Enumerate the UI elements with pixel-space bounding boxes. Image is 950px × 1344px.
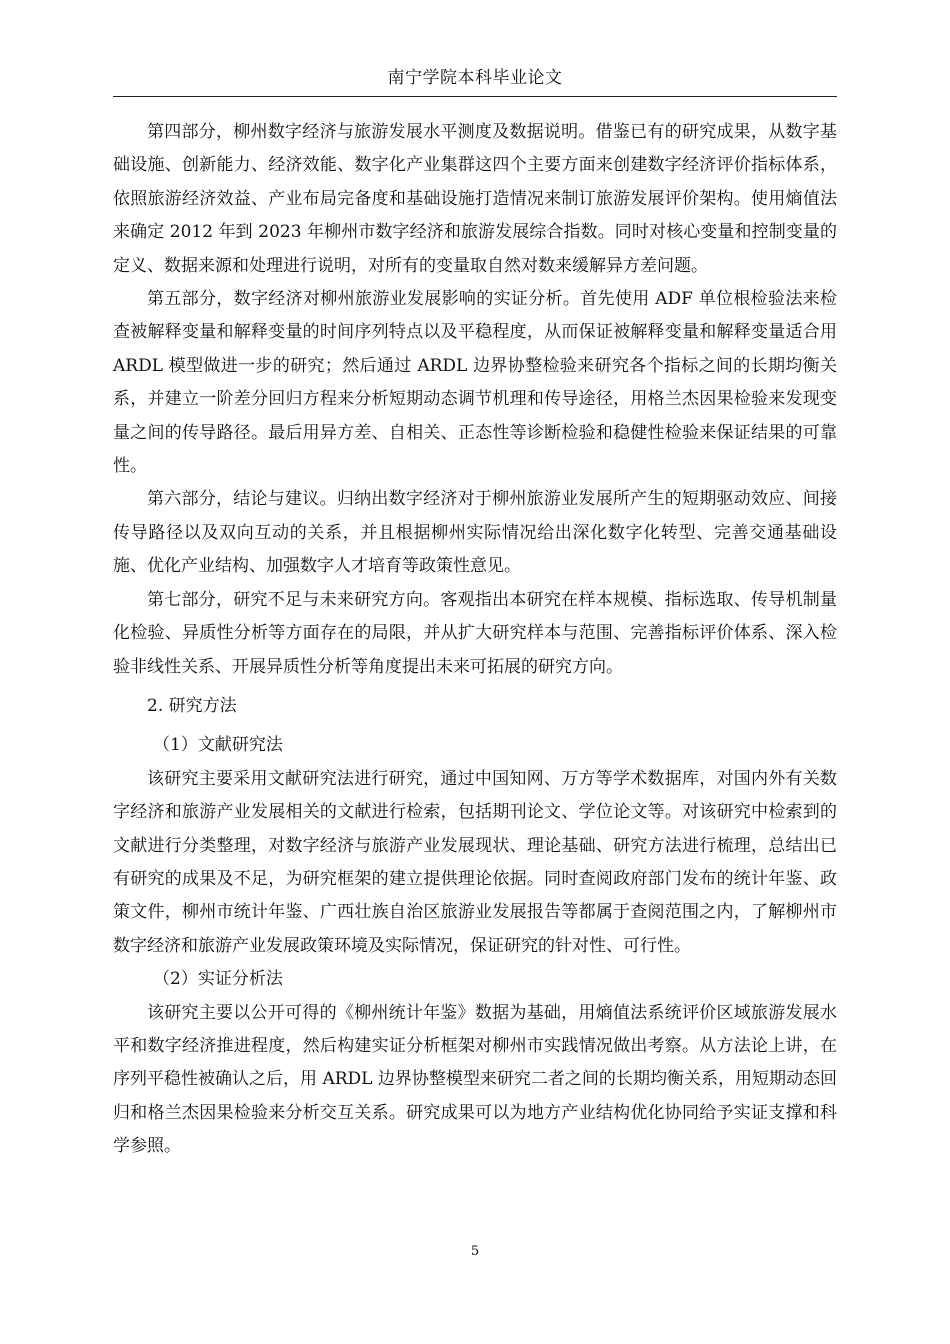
subsection-heading-literature: （1）文献研究法 [153,735,283,756]
section-heading-research-methods: 2. 研究方法 [147,695,237,716]
running-header: 南宁学院本科毕业论文 [387,68,563,88]
paragraph-part7: 第七部分，研究不足与未来研究方向。客观指出本研究在样本规模、指标选取、传导机制量化检验、异质性分析等方面存在的局限，并从扩大研究样本与范围、完善指标评价体系、深入检验非线性关系、开展异质性分析等角度提出未来可拓展的研究方向。 [113,589,837,677]
body-text [113,116,837,1164]
page-number: 5 [470,1244,480,1259]
paragraph-part6: 第六部分，结论与建议。归纳出数字经济对于柳州旅游业发展所产生的短期驱动效应、间接传导路径以及双向互动的关系，并且根据柳州实际情况给出深化数字化转型、完善交通基础设施、优化产业结构、加强数字人才培育等政策性意见。 [113,489,837,577]
paragraph-literature-method: 该研究主要采用文献研究法进行研究，通过中国知网、万方等学术数据库，对国内外有关数字经济和旅游产业发展相关的文献进行检索，包括期刊论文、学位论文等。对该研究中检索到的文献进行分类整理，对数字经济与旅游产业发展现状、理论基础、研究方法进行梳理，总结出已有研究的成果及不足，为研究框架的建立提供理论依据。同时查阅政府部门发布的统计年鉴、政策文件，柳州市统计年鉴、广西壮族自治区旅游业发展报告等都属于查阅范围之内，了解柳州市数字经济和旅游产业发展政策环境及实际情况，保证研究的针对性、可行性。 [113,768,837,956]
paragraph-empirical-method: 该研究主要以公开可得的《柳州统计年鉴》数据为基础，用熵值法系统评价区域旅游发展水平和数字经济推进程度，然后构建实证分析框架对柳州市实践情况做出考察。从方法论上讲，在序列平稳性被确认之后，用 ARDL 边界协整模型来研究二者之间的长期均衡关系，用短期动态回归和格兰杰因果检验来分析交互关系。研究成果可以为地方产业结构优化协同给予实证支撑和科学参照。 [113,1002,837,1157]
header-rule [113,96,837,97]
paragraph-part5: 第五部分，数字经济对柳州旅游业发展影响的实证分析。首先使用 ADF 单位根检验法来检查被解释变量和解释变量的时间序列特点以及平稳程度，从而保证被解释变量和解释变量适合用 ARDL 模型做进一步的研究；然后通过 ARDL 边界协整检验来研究各个指标之间的长期均衡关系，并建立一阶差分回归方程来分析短期动态调节机理和传导途径，用格兰杰因果检验来发现变量之间的传导路径。最后用异方差、自相关、正态性等诊断检验和稳健性检验来保证结果的可靠性。 [113,289,837,477]
subsection-heading-empirical: （2）实证分析法 [153,969,283,990]
paragraph-part4: 第四部分，柳州数字经济与旅游发展水平测度及数据说明。借鉴已有的研究成果，从数字基础设施、创新能力、经济效能、数字化产业集群这四个主要方面来创建数字经济评价指标体系，依照旅游经济效益、产业布局完备度和基础设施打造情况来制订旅游发展评价架构。使用熵值法来确定 2012 年到 2023 年柳州市数字经济和旅游发展综合指数。同时对核心变量和控制变量的定义、数据来源和处理进行说明，对所有的变量取自然对数来缓解异方差问题。 [113,122,837,276]
